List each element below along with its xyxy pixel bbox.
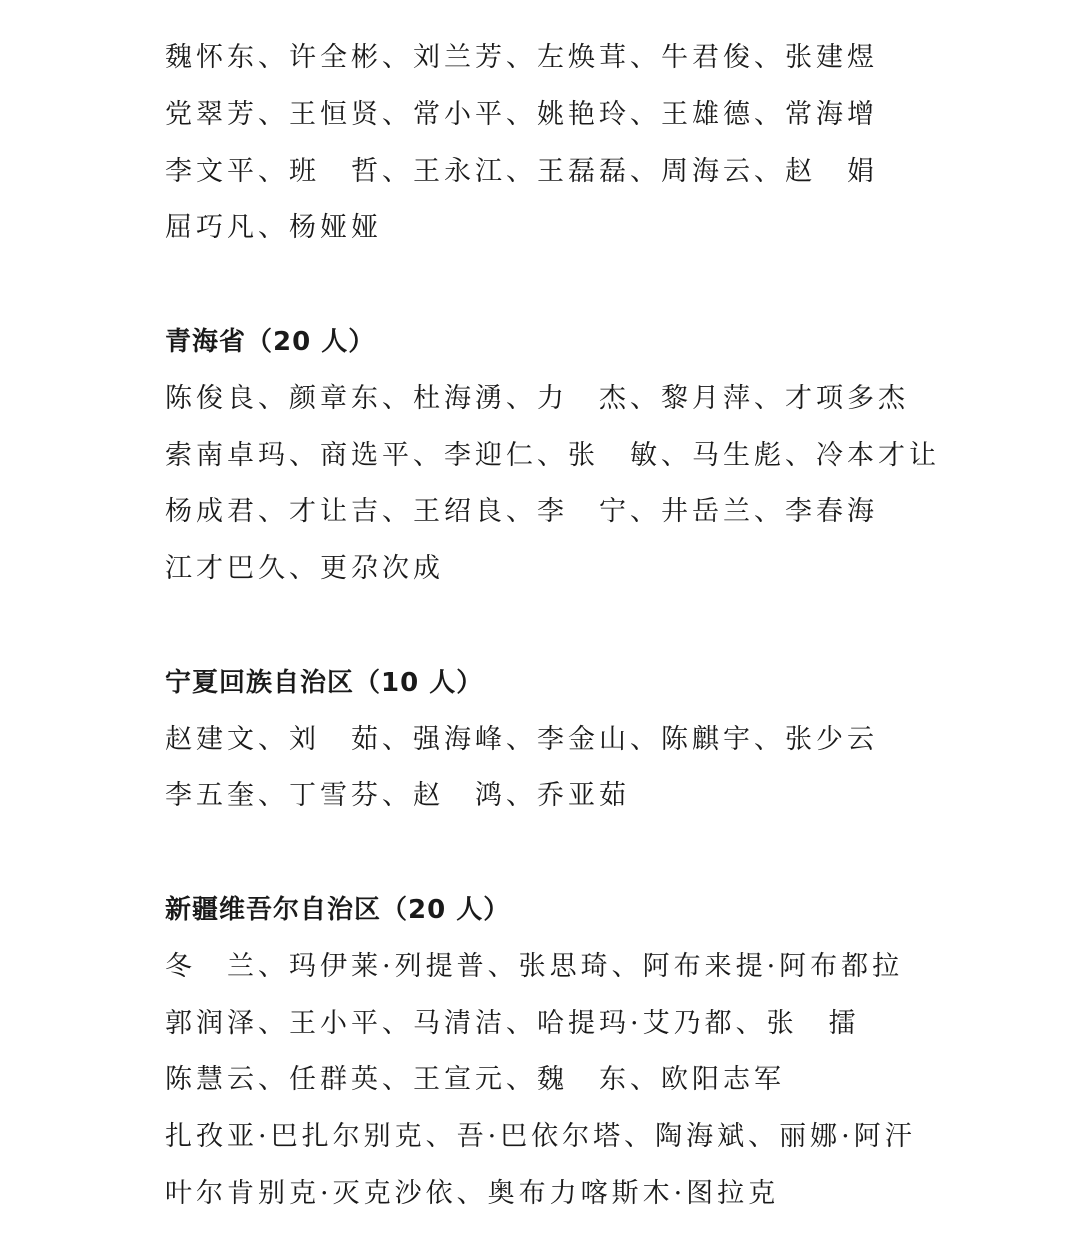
name-line: 屈巧凡、杨娅娅	[165, 212, 382, 244]
section-heading: 宁夏回族自治区（10 人）	[165, 667, 484, 698]
section-spacer	[165, 825, 1045, 882]
name-line: 江才巴久、更尕次成	[165, 553, 444, 585]
name-line: 扎孜亚·巴扎尔别克、吾·巴依尔塔、陶海斌、丽娜·阿汗	[165, 1121, 916, 1153]
section-qinghai	[165, 314, 1045, 598]
name-line: 李五奎、丁雪芬、赵 鸿、乔亚茹	[165, 780, 630, 812]
name-line: 魏怀东、许全彬、刘兰芳、左焕茸、牛君俊、张建煜	[165, 42, 878, 73]
name-list-continued	[165, 30, 1045, 257]
section-spacer	[165, 257, 1045, 314]
name-line: 冬 兰、玛伊莱·列提普、张思琦、阿布来提·阿布都拉	[165, 950, 904, 982]
section-ningxia	[165, 655, 1045, 825]
name-line: 赵建文、刘 茹、强海峰、李金山、陈麒宇、张少云	[165, 723, 878, 755]
document-body	[165, 30, 1045, 1223]
section-heading: 青海省（20 人）	[165, 326, 376, 357]
name-line: 叶尔肯别克·灭克沙依、奥布力喀斯木·图拉克	[165, 1177, 780, 1209]
name-line: 郭润泽、王小平、马清洁、哈提玛·艾乃都、张 擂	[165, 1007, 860, 1039]
name-line: 陈慧云、任群英、王宣元、魏 东、欧阳志军	[165, 1064, 785, 1096]
name-line: 杨成君、才让吉、王绍良、李 宁、井岳兰、李春海	[165, 496, 878, 528]
name-line: 党翠芳、王恒贤、常小平、姚艳玲、王雄德、常海增	[165, 98, 878, 130]
name-line: 陈俊良、颜章东、杜海湧、力 杰、黎月萍、才项多杰	[165, 382, 909, 414]
name-line: 索南卓玛、商选平、李迎仁、张 敏、马生彪、冷本才让	[165, 439, 940, 471]
name-line: 李文平、班 哲、王永江、王磊磊、周海云、赵 娟	[165, 155, 878, 187]
section-xinjiang	[165, 882, 1045, 1223]
section-heading: 新疆维吾尔自治区（20 人）	[165, 894, 511, 925]
section-spacer	[165, 598, 1045, 655]
